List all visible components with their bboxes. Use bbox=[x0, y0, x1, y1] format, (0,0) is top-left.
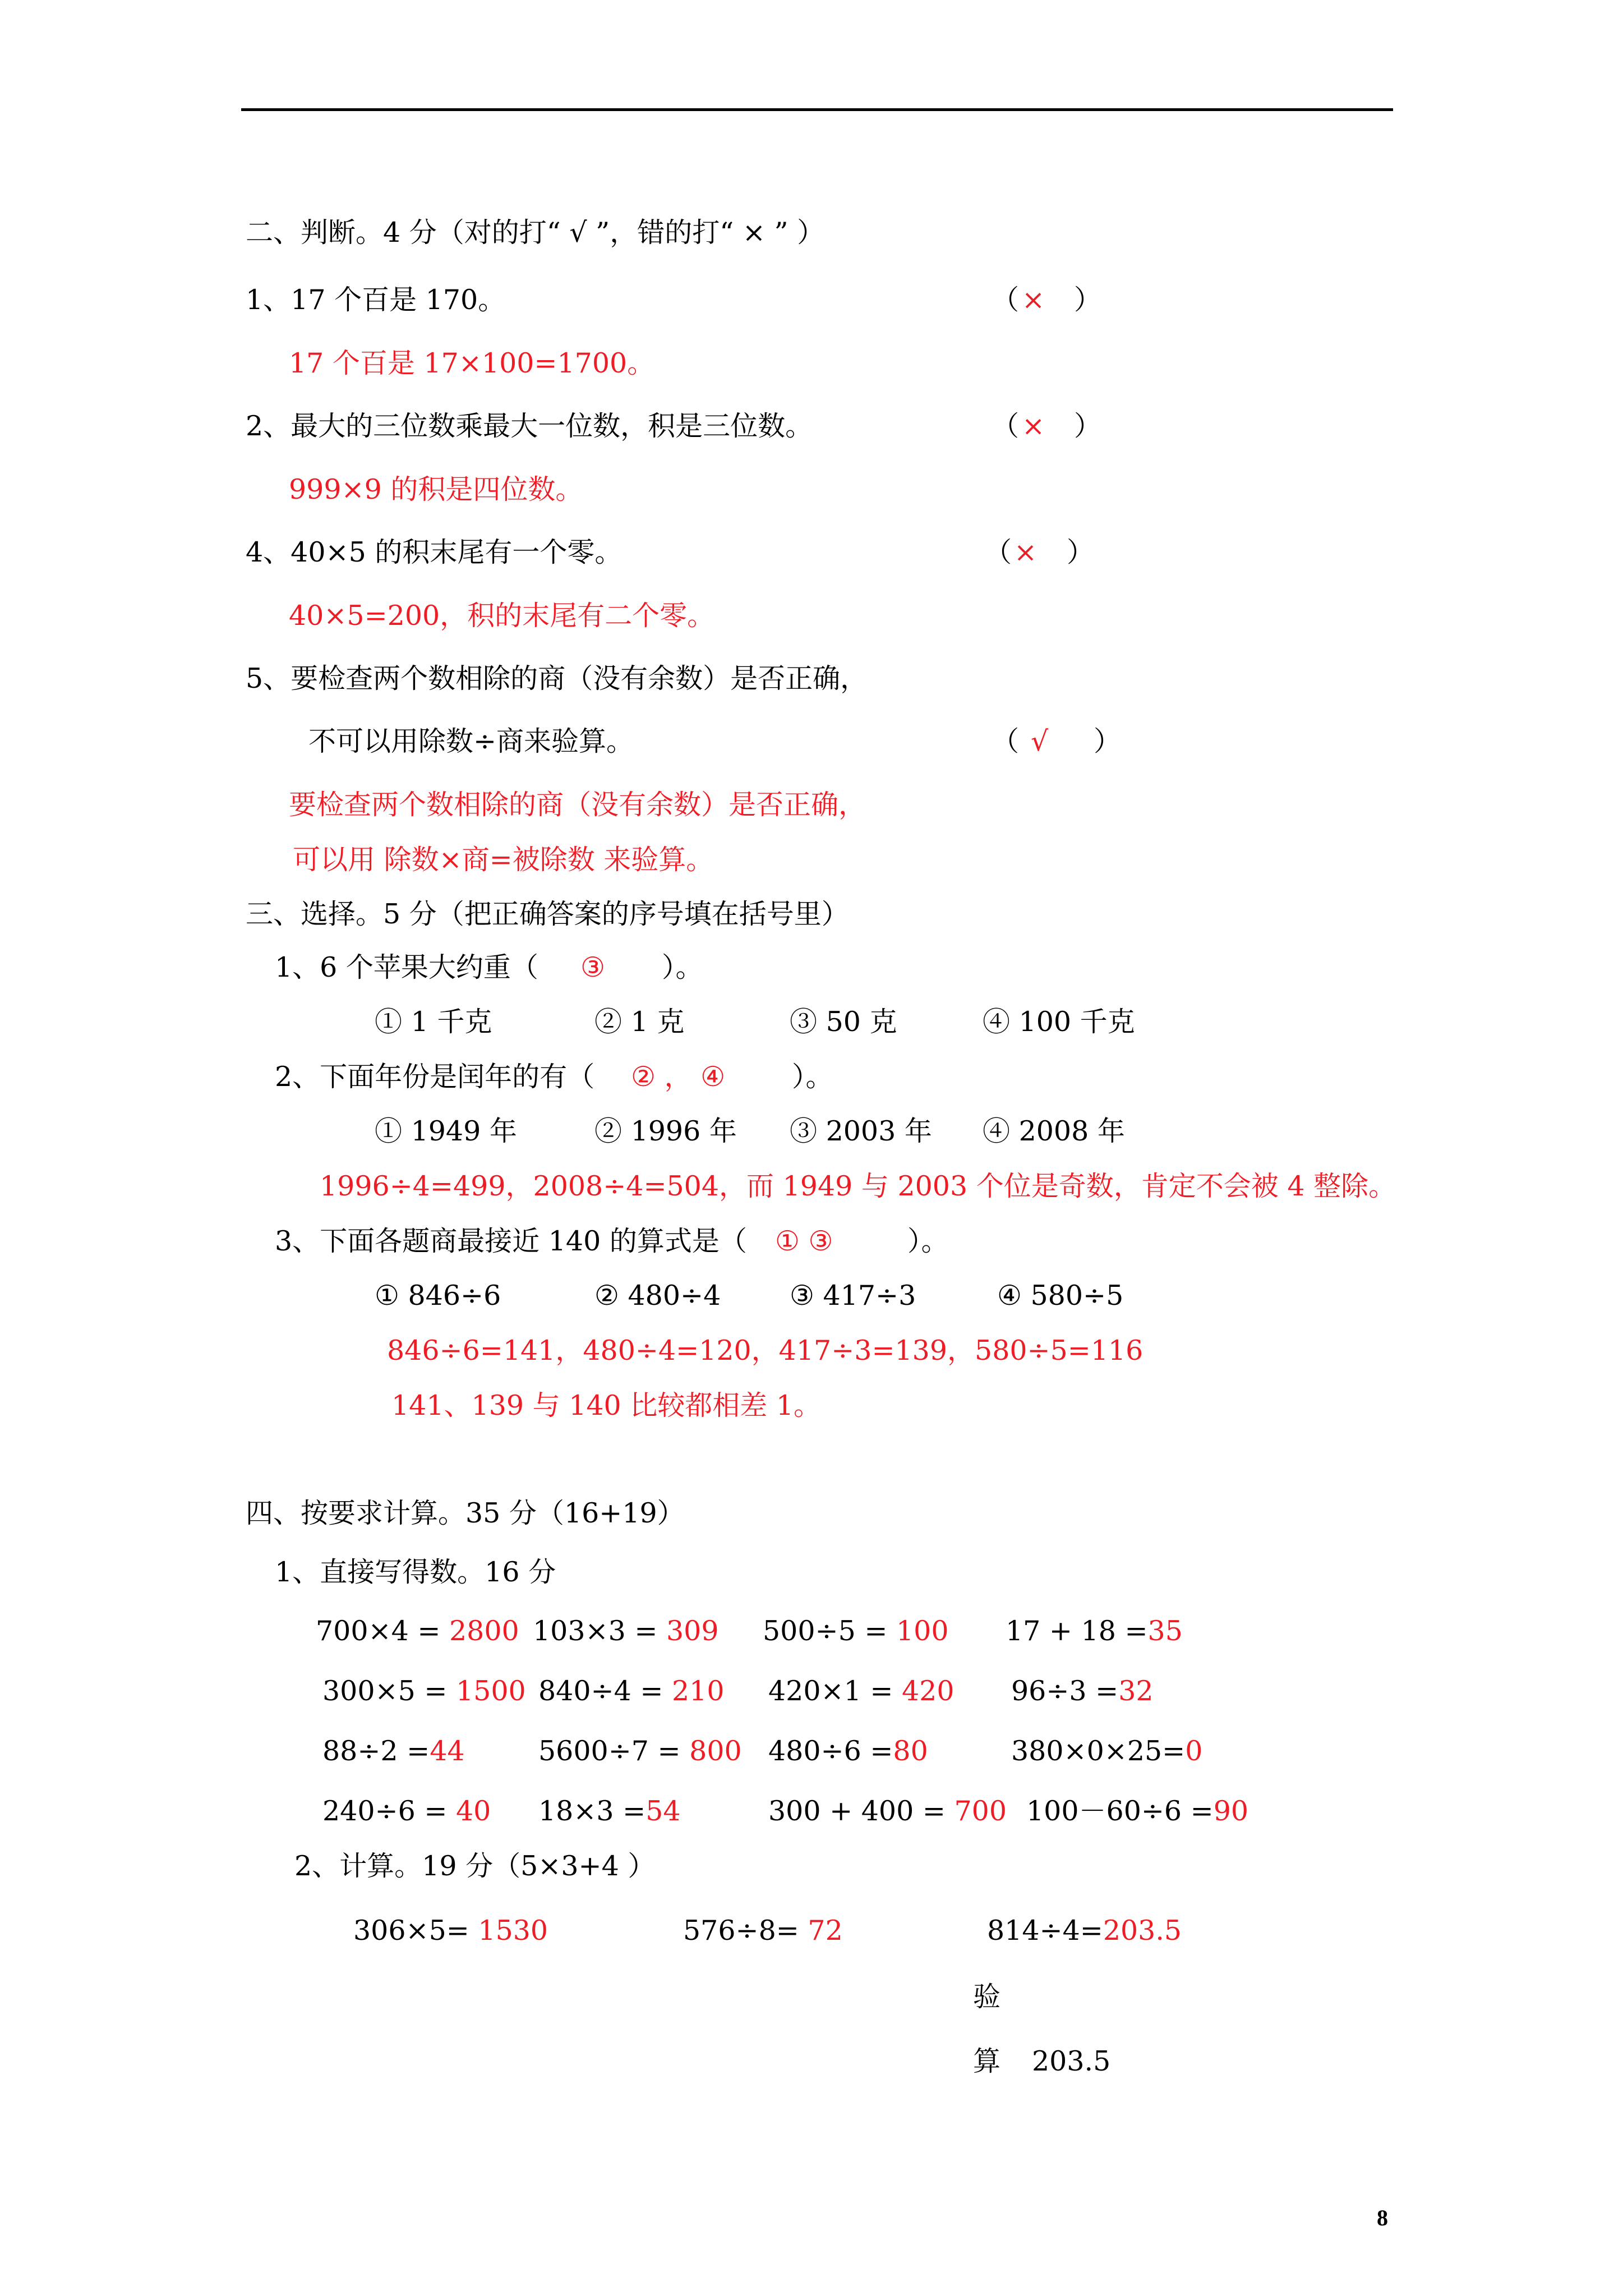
calc-item-answer: 80 bbox=[893, 1735, 928, 1767]
choice-q1-answer: ③ bbox=[580, 951, 605, 983]
calc-item-answer: 35 bbox=[1147, 1615, 1183, 1647]
judge-q5-paren-open: （ bbox=[992, 725, 1020, 757]
choice-q1-suffix: ）。 bbox=[662, 951, 703, 983]
check-value: 203.5 bbox=[1032, 2045, 1111, 2077]
written-calc-answer: 203.5 bbox=[1103, 1915, 1182, 1947]
calc-item bbox=[1011, 1674, 1154, 1708]
calc-item-question: 5600÷7 = bbox=[538, 1735, 690, 1767]
judge-q4-text: 4、40×5 的积末尾有一个零。 bbox=[246, 536, 623, 568]
choice-q1-option-2: ② 1 克 bbox=[594, 1006, 685, 1038]
written-calc-answer: 72 bbox=[808, 1915, 843, 1947]
choice-q1-prefix: 1、6 个苹果大约重（ bbox=[275, 951, 538, 983]
choice-q2-option-2: ② 1996 年 bbox=[594, 1115, 737, 1147]
calc-item-question: 240÷6 = bbox=[322, 1795, 456, 1827]
calc-item bbox=[322, 1795, 491, 1828]
choice-q1-option-1: ① 1 千克 bbox=[375, 1006, 492, 1038]
calc-sub1: 1、直接写得数。16 分 bbox=[275, 1556, 556, 1588]
judge-q2-text: 2、最大的三位数乘最大一位数，积是三位数。 bbox=[246, 410, 813, 442]
judge-q5-explain-line2: 可以用 除数×商=被除数 来验算。 bbox=[293, 844, 714, 876]
calc-item-question: 103×3 = bbox=[533, 1615, 666, 1647]
choice-q2-answer: ② ， ④ bbox=[631, 1061, 726, 1093]
check-label-2: 算 bbox=[973, 2045, 1001, 2077]
calc-item bbox=[1011, 1734, 1202, 1768]
judge-q2-paren-close: ） bbox=[1074, 410, 1102, 442]
written-calc-answer: 1530 bbox=[478, 1915, 548, 1947]
calc-item bbox=[322, 1674, 526, 1708]
calc-item bbox=[322, 1734, 465, 1768]
calc-item-answer: 1500 bbox=[455, 1675, 526, 1707]
calc-item-question: 840÷4 = bbox=[538, 1675, 672, 1707]
calc-item bbox=[768, 1795, 1007, 1828]
choice-q2-option-4: ④ 2008 年 bbox=[983, 1115, 1125, 1147]
judge-q1-text: 1、17 个百是 170。 bbox=[246, 284, 506, 316]
judge-q2-paren-open: （ bbox=[992, 410, 1020, 442]
choice-q3-option-4: ④ 580÷5 bbox=[997, 1280, 1124, 1312]
calc-item-question: 300×5 = bbox=[322, 1675, 456, 1707]
calc-item-question: 88÷2 = bbox=[322, 1735, 430, 1767]
calc-header: 四、按要求计算。35 分（16+19） bbox=[246, 1497, 685, 1529]
check-label-1: 验 bbox=[973, 1981, 1001, 2013]
choice-q2-suffix: ）。 bbox=[792, 1061, 833, 1093]
calc-item-answer: 44 bbox=[430, 1735, 465, 1767]
calc-item-question: 700×4 = bbox=[316, 1615, 449, 1647]
choice-q1-option-3: ③ 50 克 bbox=[790, 1006, 897, 1038]
calc-sub2: 2、计算。19 分（5×3+4 ） bbox=[294, 1850, 656, 1882]
calc-item bbox=[533, 1614, 719, 1648]
choice-q3-suffix: ）。 bbox=[907, 1225, 949, 1257]
calc-item-answer: 32 bbox=[1118, 1675, 1154, 1707]
judge-header: 二、判断。4 分（对的打“ √ ”，错的打“ × ” ） bbox=[246, 217, 825, 249]
written-calc bbox=[683, 1914, 843, 1948]
written-calc-question: 306×5= bbox=[353, 1915, 478, 1947]
calc-item-answer: 40 bbox=[455, 1795, 491, 1827]
choice-q3-option-2: ② 480÷4 bbox=[594, 1280, 721, 1312]
calc-item bbox=[768, 1734, 928, 1768]
choice-q2-option-1: ① 1949 年 bbox=[375, 1115, 517, 1147]
calc-item-question: 480÷6 = bbox=[768, 1735, 893, 1767]
calc-item-question: 500÷5 = bbox=[763, 1615, 896, 1647]
calc-item-answer: 90 bbox=[1213, 1795, 1249, 1827]
choice-q3-prefix: 3、下面各题商最接近 140 的算式是（ bbox=[275, 1225, 747, 1257]
judge-q4-mark: × bbox=[1014, 536, 1038, 568]
calc-item-answer: 309 bbox=[666, 1615, 719, 1647]
choice-q2-prefix: 2、下面年份是闰年的有（ bbox=[275, 1061, 595, 1093]
calc-item-answer: 420 bbox=[901, 1675, 955, 1707]
calc-item bbox=[538, 1674, 725, 1708]
written-calc-question: 576÷8= bbox=[683, 1915, 808, 1947]
judge-q2-explain: 999×9 的积是四位数。 bbox=[289, 473, 583, 505]
calc-item bbox=[538, 1734, 742, 1768]
choice-header: 三、选择。5 分（把正确答案的序号填在括号里） bbox=[246, 898, 849, 930]
judge-q1-mark: × bbox=[1022, 284, 1045, 316]
choice-q3-option-3: ③ 417÷3 bbox=[790, 1280, 916, 1312]
calc-item-question: 300 + 400 = bbox=[768, 1795, 955, 1827]
choice-q2-explain: 1996÷4=499，2008÷4=504，而 1949 与 2003 个位是奇数，肯定不会被 4 整除。 bbox=[320, 1170, 1396, 1202]
calc-item-answer: 800 bbox=[689, 1735, 742, 1767]
calc-item bbox=[768, 1674, 955, 1708]
calc-item-answer: 54 bbox=[645, 1795, 681, 1827]
choice-q3-option-1: ① 846÷6 bbox=[375, 1280, 501, 1312]
calc-item-answer: 2800 bbox=[449, 1615, 519, 1647]
judge-q1-paren-open: （ bbox=[992, 284, 1020, 316]
judge-q5-paren-close: ） bbox=[1094, 725, 1122, 757]
page-number: 8 bbox=[1377, 2205, 1388, 2230]
calc-item-question: 100－60÷6 = bbox=[1026, 1795, 1214, 1827]
choice-q2-option-3: ③ 2003 年 bbox=[790, 1115, 932, 1147]
judge-q1-explain: 17 个百是 17×100=1700。 bbox=[289, 347, 655, 379]
calc-item bbox=[538, 1795, 681, 1828]
calc-item-question: 96÷3 = bbox=[1011, 1675, 1119, 1707]
calc-item-question: 420×1 = bbox=[768, 1675, 902, 1707]
choice-q1-option-4: ④ 100 千克 bbox=[983, 1006, 1135, 1038]
calc-item bbox=[1026, 1795, 1248, 1828]
calc-item-answer: 210 bbox=[671, 1675, 725, 1707]
judge-q5-text-line2: 不可以用除数÷商来验算。 bbox=[308, 725, 634, 757]
judge-q5-mark: √ bbox=[1031, 725, 1049, 757]
header-rule bbox=[241, 108, 1393, 111]
judge-q5-text-line1: 5、要检查两个数相除的商（没有余数）是否正确， bbox=[246, 662, 868, 694]
written-calc-question: 814÷4= bbox=[987, 1915, 1103, 1947]
calc-item bbox=[763, 1614, 949, 1648]
calc-item-answer: 700 bbox=[954, 1795, 1007, 1827]
calc-item-answer: 100 bbox=[896, 1615, 949, 1647]
judge-q4-paren-open: （ bbox=[984, 536, 1012, 568]
calc-item bbox=[316, 1614, 519, 1648]
judge-q5-explain-line1: 要检查两个数相除的商（没有余数）是否正确， bbox=[289, 789, 866, 821]
written-calc bbox=[987, 1914, 1182, 1948]
judge-q4-paren-close: ） bbox=[1067, 536, 1095, 568]
calc-item bbox=[1006, 1614, 1183, 1648]
choice-q3-explain-line1: 846÷6=141，480÷4=120，417÷3=139，580÷5=116 bbox=[387, 1335, 1144, 1366]
judge-q4-explain: 40×5=200，积的末尾有二个零。 bbox=[289, 600, 715, 632]
calc-item-answer: 0 bbox=[1185, 1735, 1203, 1767]
calc-item-question: 17 + 18 = bbox=[1006, 1615, 1148, 1647]
calc-item-question: 380×0×25= bbox=[1011, 1735, 1186, 1767]
choice-q3-answer: ① ③ bbox=[775, 1225, 833, 1257]
judge-q1-paren-close: ） bbox=[1074, 284, 1102, 316]
choice-q3-explain-line2: 141、139 与 140 比较都相差 1。 bbox=[391, 1389, 822, 1421]
calc-item-question: 18×3 = bbox=[538, 1795, 646, 1827]
judge-q2-mark: × bbox=[1022, 410, 1045, 442]
written-calc bbox=[353, 1914, 548, 1948]
